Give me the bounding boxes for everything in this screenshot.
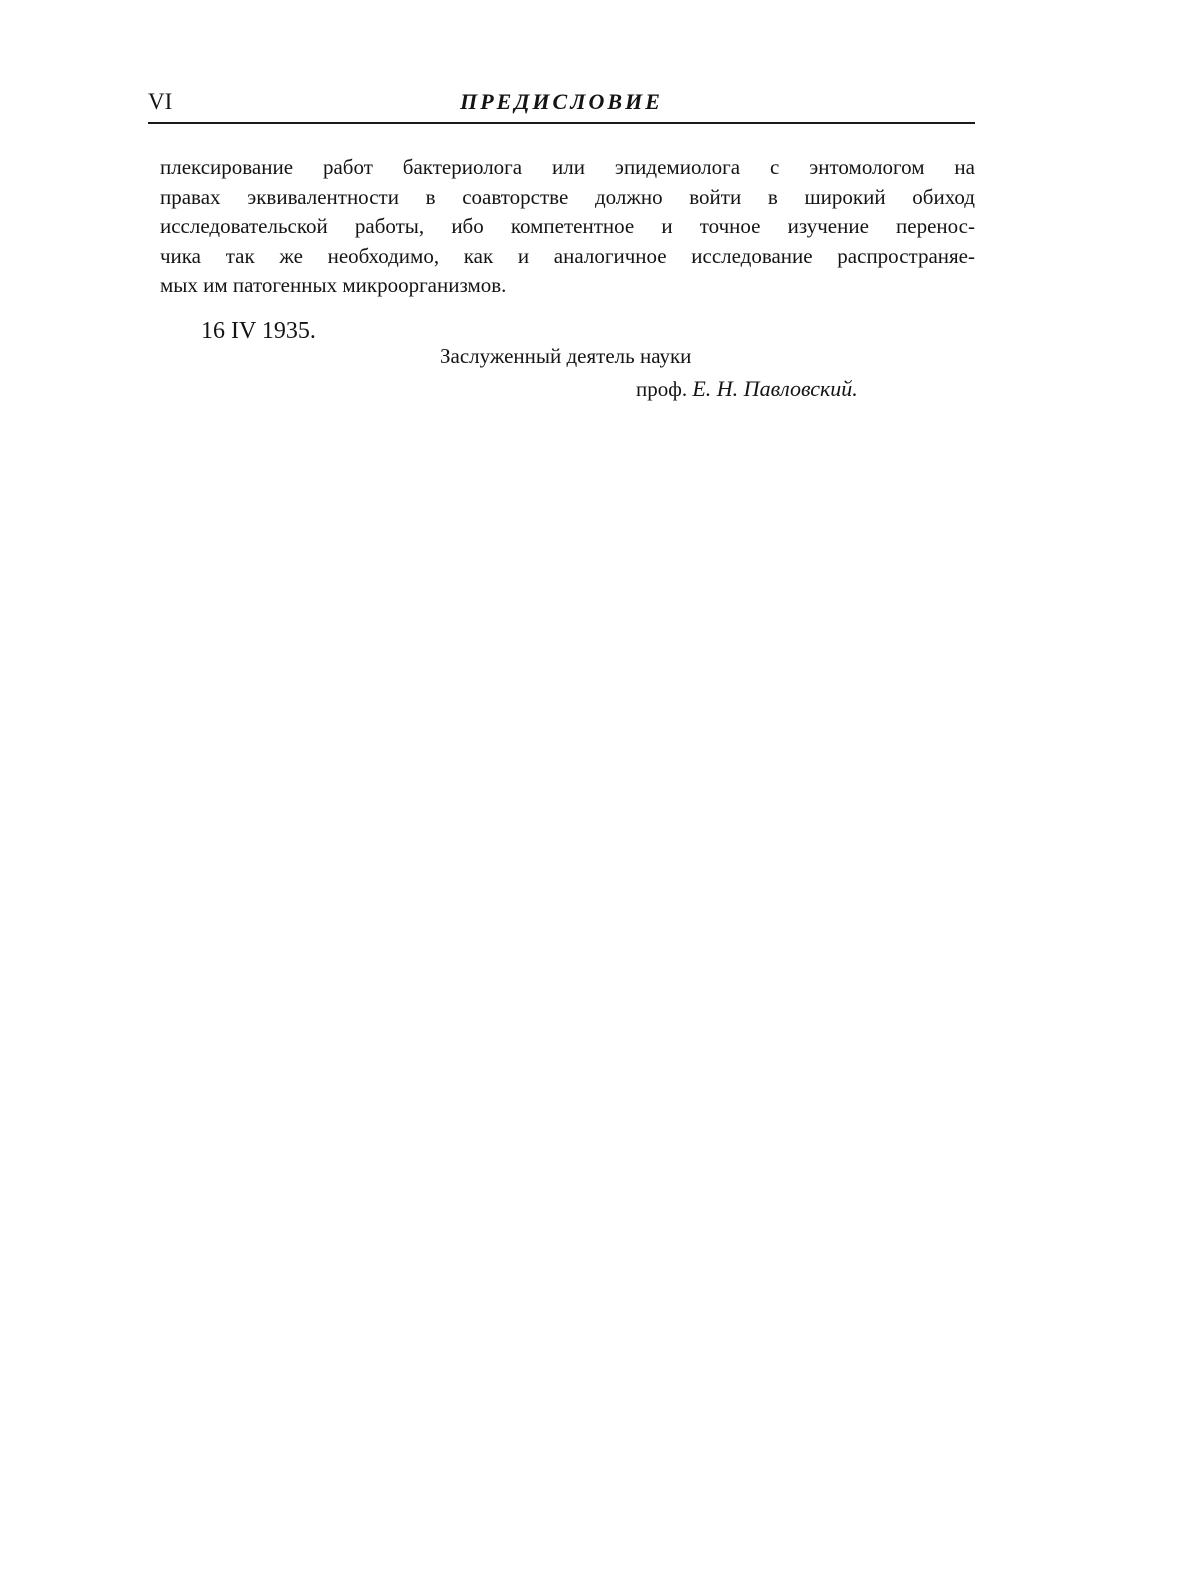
body-line: чика так же необходимо, как и аналогичное исследование распространяе- xyxy=(160,243,975,268)
signature-name xyxy=(636,374,858,404)
body-line: правах эквивалентности в соавторстве должно войти в широкий обиход xyxy=(160,184,975,209)
author-name: Е. Н. Павловский. xyxy=(692,376,858,401)
signature-prefix: проф. xyxy=(636,377,688,401)
body-line: плексирование работ бактериолога или эпидемиолога с энтомологом на xyxy=(160,155,975,179)
running-head xyxy=(148,88,975,124)
body-line: мых им патогенных микроорганизмов. xyxy=(160,273,507,297)
body-line: исследовательской работы, ибо компетентное и точное изучение перенос- xyxy=(160,214,975,238)
signature-title: Заслуженный деятель науки xyxy=(440,344,692,368)
page-number: VI xyxy=(148,89,173,114)
body-paragraph xyxy=(160,153,975,301)
date-line: 16 IV 1935. xyxy=(201,318,316,344)
running-title: ПРЕДИСЛОВИЕ xyxy=(460,89,663,114)
